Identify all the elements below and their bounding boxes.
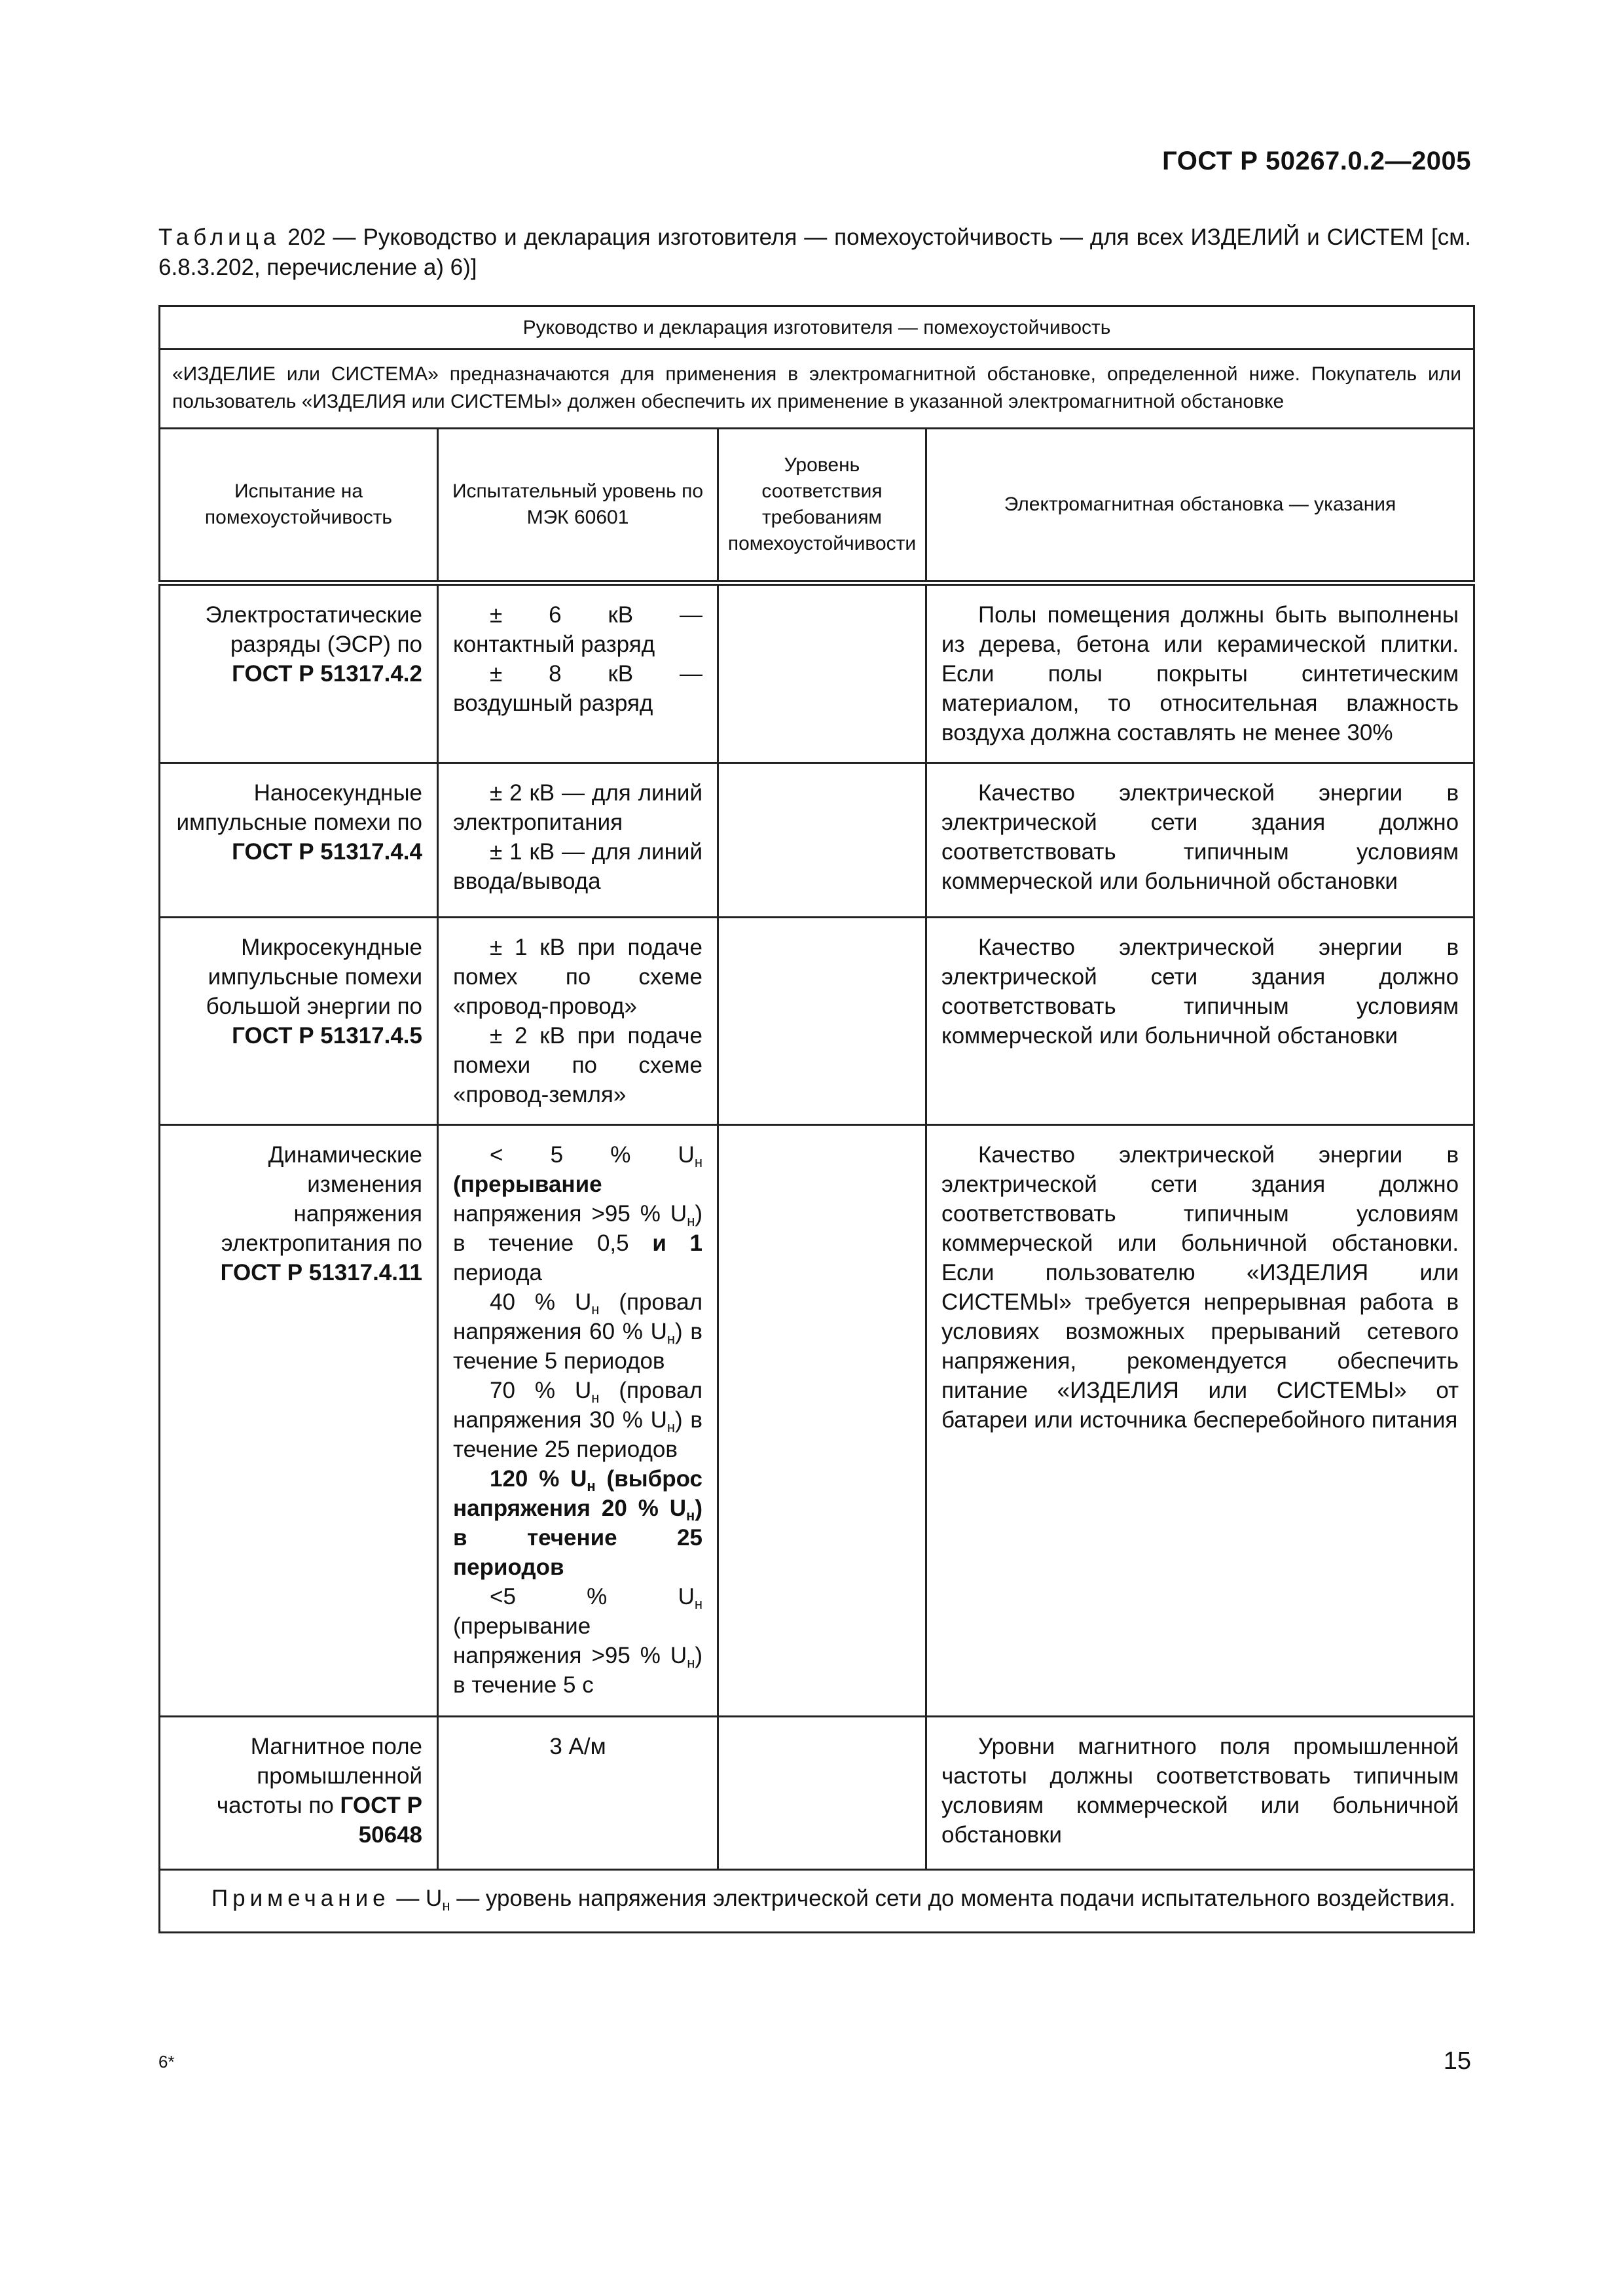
document-number: ГОСТ Р 50267.0.2—2005	[1162, 147, 1471, 175]
column-header-test-level: Испытательный уровень по МЭК 60601	[438, 429, 718, 583]
test-standard: ГОСТ Р 51317.4.4	[232, 839, 422, 865]
column-header-environment: Электромагнитная обстановка — указания	[926, 429, 1474, 583]
test-level: 40 % $U_н$ (провал напряжения 60 % $U_н$) в течение 5 периодов	[453, 1289, 702, 1374]
test-level-cell	[438, 1125, 718, 1717]
test-cell	[160, 583, 438, 763]
test-level: ± 1 кВ — для линий ввода/вывода	[453, 839, 702, 894]
compliance-cell	[718, 1125, 926, 1717]
environment-cell: Уровни магнитного поля промышленной частоты должны соответствовать типичным условиям коммерческой или больничной обстановки	[926, 1717, 1474, 1870]
emc-immunity-table	[158, 305, 1475, 1933]
environment-cell: Качество электрической энергии в электрической сети здания должно соответствовать типичным условиям коммерческой или больничной обстановки	[926, 763, 1474, 918]
compliance-cell	[718, 583, 926, 763]
test-level-cell	[438, 763, 718, 918]
test-level: < 5 % $U_н$ (прерывание напряжения >95 % $U_н$) в течение 0,5 и 1 периода	[453, 1142, 702, 1285]
test-level: ± 8 кВ — воздушный разряд	[453, 661, 702, 716]
test-level: 3 А/м	[549, 1734, 606, 1759]
test-cell	[160, 1717, 438, 1870]
table-row	[160, 1717, 1474, 1870]
test-level: <5 % $U_н$ (прерывание напряжения >95 % $U_н$) в течение 5 с	[453, 1584, 702, 1698]
test-level-cell	[438, 1717, 718, 1870]
table-row	[160, 583, 1474, 763]
environment-cell: Полы помещения должны быть выполнены из дерева, бетона или керамической плитки. Если полы покрыты синтетическим материалом, то относительная влажность воздуха должна составлять не менее 30%	[926, 583, 1474, 763]
note-text: Примечание — $U_н$ — уровень напряжения электрической сети до момента подачи испытательного воздействия.	[211, 1886, 1456, 1914]
test-name: Магнитное поле промышленной частоты по	[216, 1734, 422, 1818]
test-name: Электростатические разряды (ЭСР) по	[205, 602, 422, 657]
table-title: Руководство и декларация изготовителя — помехоустойчивость	[160, 306, 1474, 350]
caption-text: 202 — Руководство и декларация изготовителя — помехоустойчивость — для всех ИЗДЕЛИЙ и СИСТЕМ [см. 6.8.3.202, перечисление а) 6)]	[158, 224, 1471, 280]
test-cell	[160, 763, 438, 918]
test-standard: ГОСТ Р 51317.4.2	[232, 661, 422, 687]
compliance-cell	[718, 918, 926, 1125]
compliance-cell	[718, 763, 926, 918]
test-standard: ГОСТ Р 51317.4.5	[232, 1023, 422, 1049]
test-level: ± 2 кВ — для линий электропитания	[453, 780, 702, 835]
sheet-mark: 6*	[158, 2052, 175, 2072]
test-standard: ГОСТ Р 50648	[340, 1793, 422, 1848]
table-row	[160, 1125, 1474, 1717]
table-column-headers	[160, 429, 1474, 583]
test-cell	[160, 918, 438, 1125]
environment-cell: Качество электрической энергии в электрической сети здания должно соответствовать типичным условиям коммерческой или больничной обстановки	[926, 918, 1474, 1125]
table-row	[160, 918, 1474, 1125]
test-level-cell	[438, 583, 718, 763]
compliance-cell	[718, 1717, 926, 1870]
column-header-test: Испытание на помехоустойчивость	[160, 429, 438, 583]
test-level: ± 1 кВ при подаче помех по схеме «провод-провод»	[453, 935, 702, 1019]
test-name: Динамические изменения напряжения электропитания по	[221, 1142, 422, 1256]
test-name: Микросекундные импульсные помехи большой энергии по	[206, 935, 422, 1019]
test-level: ± 6 кВ — контактный разряд	[453, 602, 702, 657]
table-intro: «ИЗДЕЛИЕ или СИСТЕМА» предназначаются для применения в электромагнитной обстановке, определенной ниже. Покупатель или пользователь «ИЗДЕЛИЯ или СИСТЕМЫ» должен обеспечить их применение в указанной электромагнитной обстановке	[160, 350, 1474, 429]
page-number: 15	[1443, 2047, 1471, 2075]
test-level: ± 2 кВ при подаче помехи по схеме «провод-земля»	[453, 1023, 702, 1107]
test-name: Наносекундные импульсные помехи по	[176, 780, 422, 835]
table-caption	[158, 223, 1471, 283]
table-note	[160, 1870, 1474, 1933]
column-header-compliance: Уровень соответствия требованиям помехоустойчивости	[718, 429, 926, 583]
test-level-cell	[438, 918, 718, 1125]
environment-cell: Качество электрической энергии в электрической сети здания должно соответствовать типичным условиям коммерческой или больничной обстановки. Если пользователю «ИЗДЕЛИЯ или СИСТЕМЫ» требуется непрерывная работа в условиях возможных прерываний сетевого напряжения, рекомендуется обеспечить питание «ИЗДЕЛИЯ или СИСТЕМЫ» от батареи или источника бесперебойного питания	[926, 1125, 1474, 1717]
test-standard: ГОСТ Р 51317.4.11	[220, 1260, 422, 1285]
test-level: 120 % $U_н$ (выброс напряжения 20 % $U_н$) в течение 25 периодов	[453, 1466, 702, 1580]
table-row	[160, 763, 1474, 918]
test-cell	[160, 1125, 438, 1717]
caption-label: Таблица	[158, 224, 281, 250]
test-level: 70 % $U_н$ (провал напряжения 30 % $U_н$) в течение 25 периодов	[453, 1378, 702, 1462]
